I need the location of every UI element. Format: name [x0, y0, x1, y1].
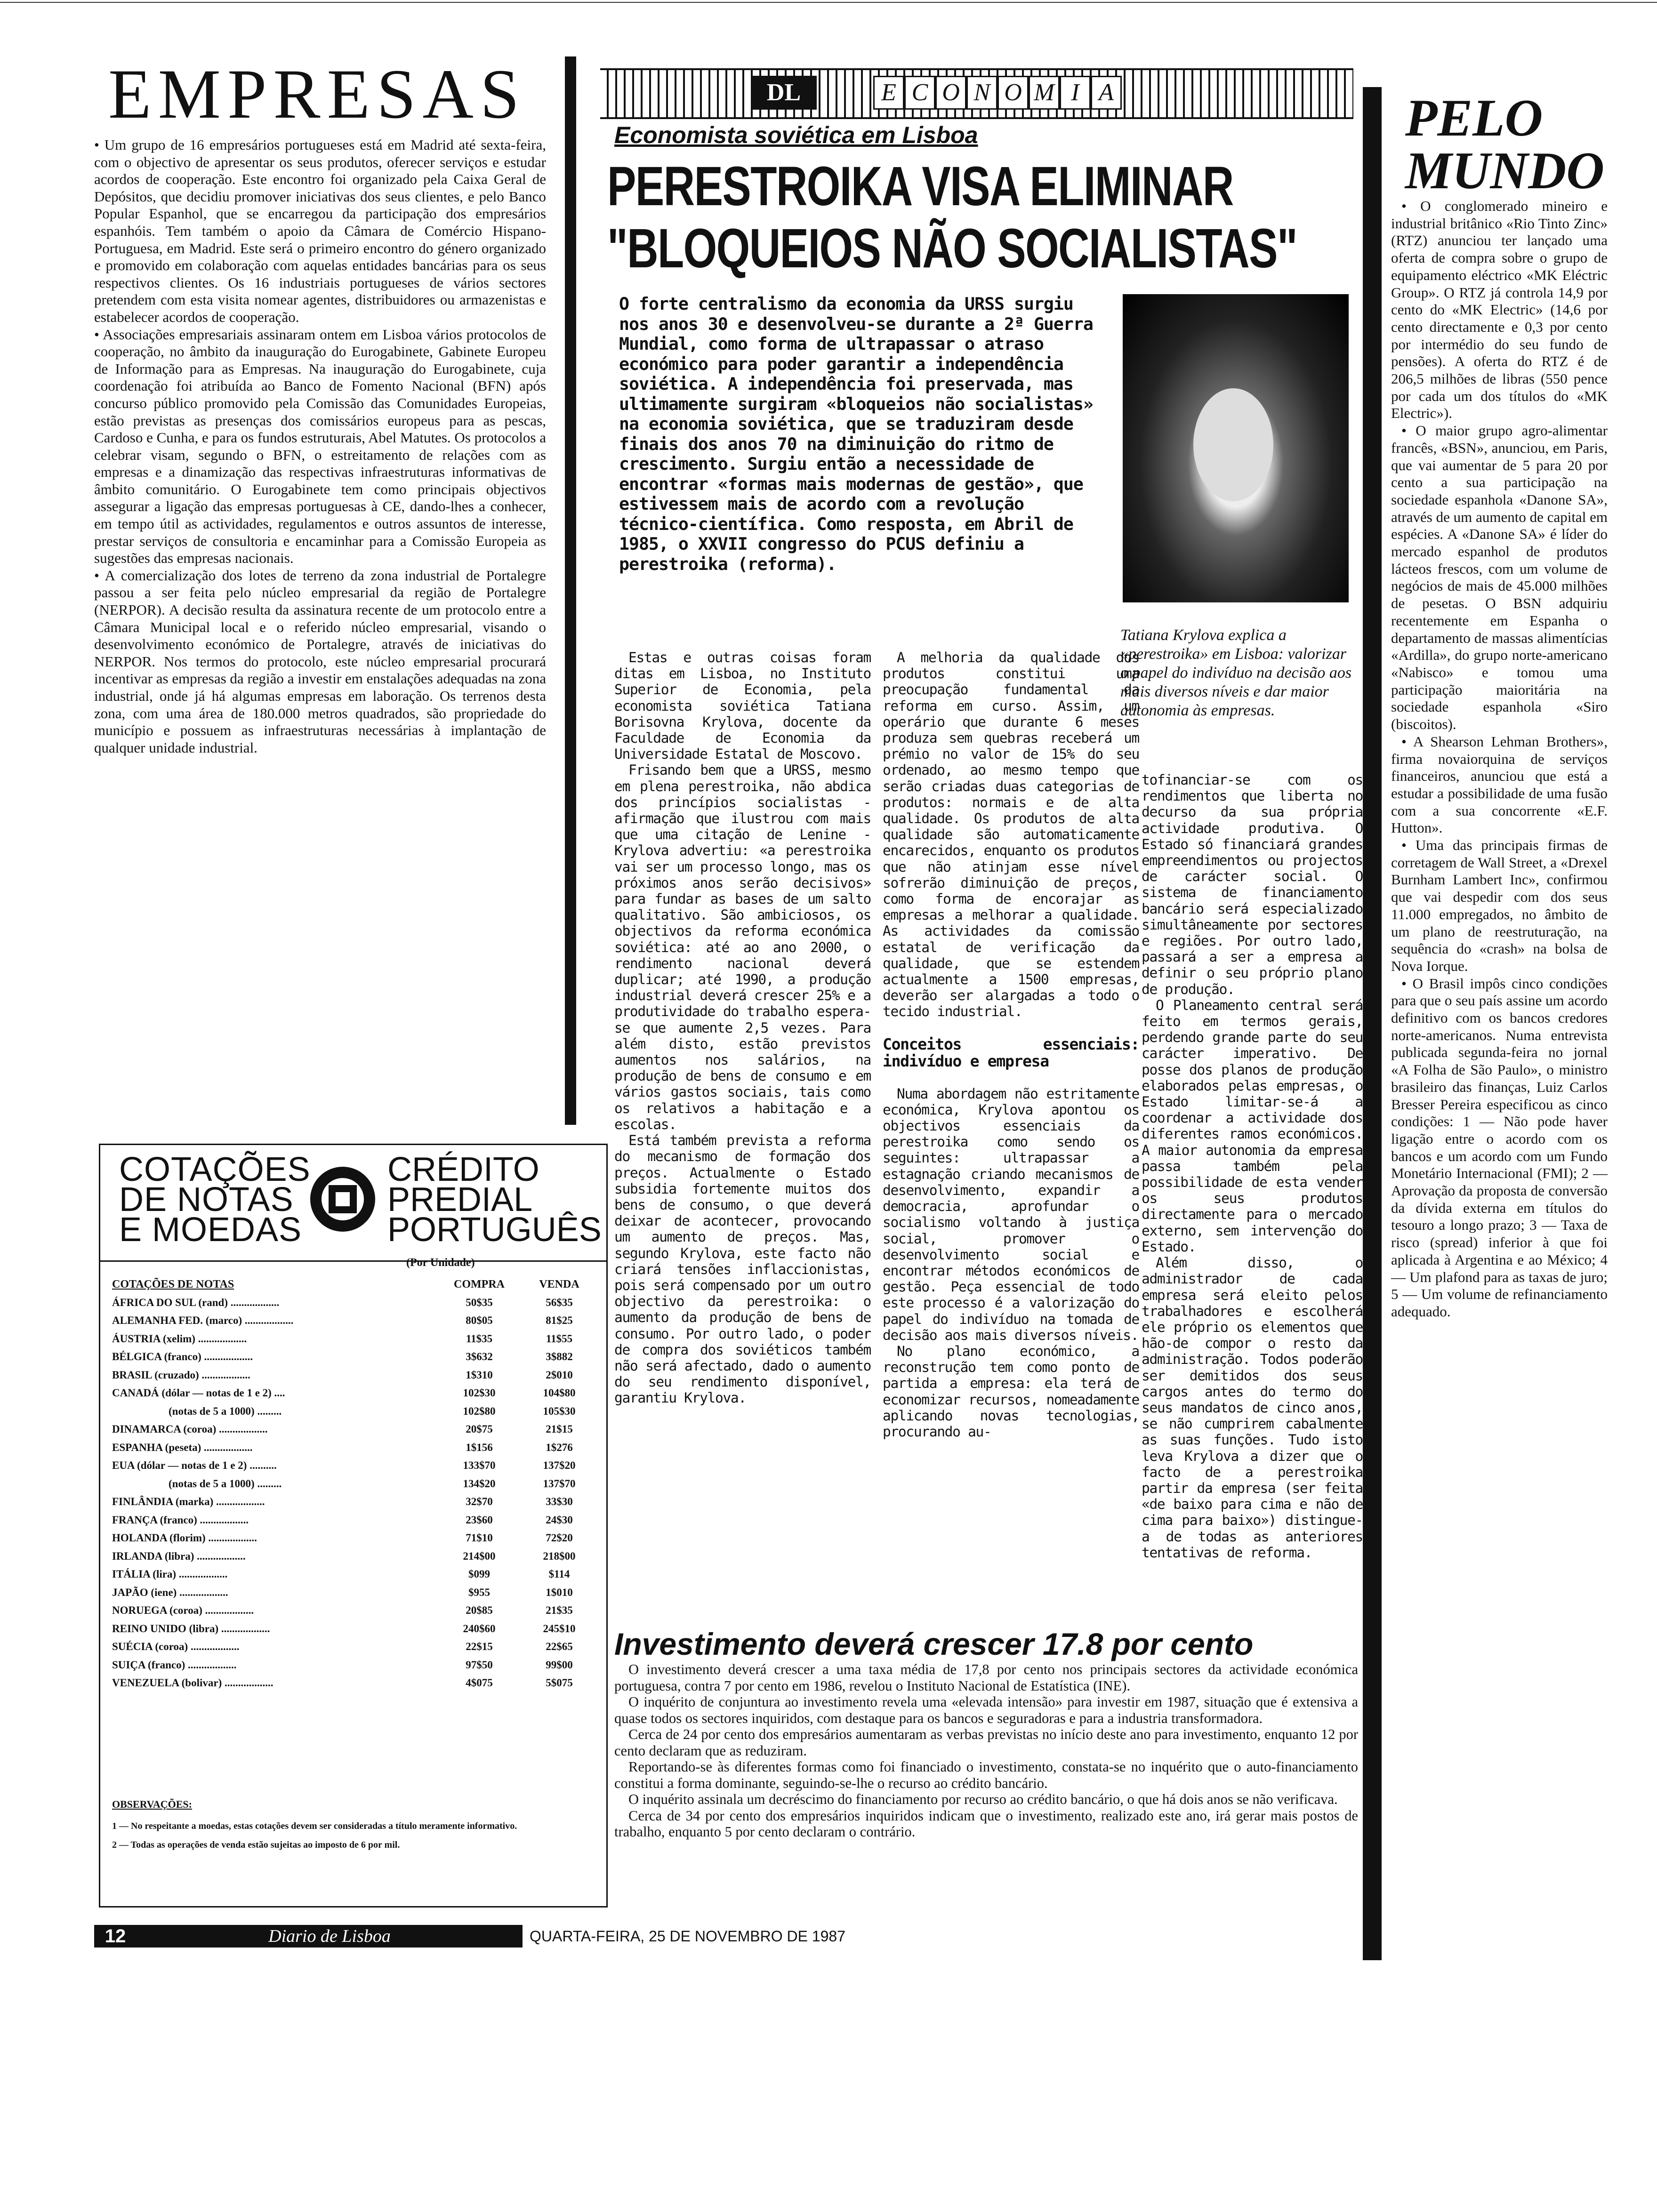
- compra-value: 214$00: [463, 1550, 496, 1562]
- article-kicker: Economista soviética em Lisboa: [614, 122, 978, 148]
- pelo-mundo-item: • O maior grupo agro-alimentar francês, «BSN», anunciou, em Paris, que vai aumentar de 5 para 20 por cento a sua participação na sociedade espanhola «Danone SA», através de um aumento de capital em espécies. A «Danone SA» é líder do mercado espanhol de produtos lácteos frescos, com um volume de negócios de mais de 45.000 milhões de pesetas. O BSN adquiriu recentemente em Espanha o departamento de massas alimentícias «Ardilla», do grupo norte-americano «Nabisco» e tomou uma participação maioritária na sociedade espanhola «Siro (biscoitos).: [1391, 422, 1608, 733]
- table-row: [112, 1493, 592, 1511]
- table-row: [112, 1330, 592, 1348]
- table-row: [112, 1439, 592, 1457]
- header-notas: COTAÇÕES DE NOTAS: [112, 1278, 234, 1290]
- observacoes: [112, 1798, 583, 1851]
- investimento-paragraph: O investimento deverá crescer a uma taxa média de 17,8 por cento nos principais sectores da actividade económica portuguesa, contra 7 por cento em 1986, revelou o Instituto Nacional de Estatística (INE).: [614, 1661, 1358, 1694]
- table-row: [112, 1602, 592, 1620]
- headline-line: "BLOQUEIOS NÃO SOCIALISTAS": [607, 217, 1297, 280]
- table-row: [112, 1457, 592, 1475]
- currency-name: BRASIL (cruzado) ..................: [112, 1369, 250, 1381]
- article-column-2: [883, 649, 1139, 1440]
- article-paragraph: Estas e outras coisas foram ditas em Lisboa, no Instituto Superior de Economia, pela economista soviética Tatiana Borisovna Krylova, docente da Faculdade de Economia da Universidade Estatal de Moscovo.: [614, 649, 871, 762]
- empresas-body: [94, 136, 546, 756]
- table-row: [112, 1384, 592, 1403]
- bank-name-line: CRÉDITO: [387, 1151, 539, 1188]
- currency-name: CANADÁ (dólar — notas de 1 e 2) ....: [112, 1387, 285, 1399]
- table-row: [112, 1584, 592, 1602]
- compra-value: 97$50: [466, 1659, 493, 1671]
- newspaper-masthead: Diario de Lisboa: [137, 1925, 523, 1948]
- venda-value: 56$35: [546, 1296, 573, 1308]
- currency-name: HOLANDA (florim) ..................: [112, 1532, 257, 1544]
- article-paragraph: Está também prevista a reforma do mecanismo de formação dos preços. Actualmente o Estado subsidia fortemente muitos dos bens de consumo, o que deverá deixar de acontecer, provocando um aumento de preços. Mas, segundo Krylova, este facto não criará tensões inflaccionistas, pois será compensado por um outro objectivo da perestroika: o aumento da produção de bens de consumo. Por outro lado, o poder de compra dos soviéticos também não será afectado, dado o aumento do seu rendimento disponível, garantiu Krylova.: [614, 1132, 871, 1406]
- cotacoes-title: [119, 1151, 311, 1249]
- venda-value: 137$70: [543, 1477, 576, 1490]
- compra-value: 102$80: [463, 1405, 496, 1417]
- venda-value: 21$15: [546, 1423, 573, 1435]
- venda-value: 33$30: [546, 1496, 573, 1508]
- table-row: [112, 1638, 592, 1656]
- venda-value: 22$65: [546, 1641, 573, 1653]
- investimento-paragraph: Cerca de 34 por cento dos empresários inquiridos indicam que o investimento, realizado este ano, irá gerar mais postos de trabalho, enquanto 5 por cento declaram o contrário.: [614, 1807, 1358, 1840]
- pelo-mundo-body: [1391, 198, 1608, 1321]
- article-paragraph: Numa abordagem não estritamente económica, Krylova apontou os objectivos essenciais da perestroika como sendo os seguintes: ultrapassar a estagnação criando mecanismos de desenvolvimento, expandir a democracia, aprofundar o socialismo voltando à justiça social, promover o desenvolvimento social e encontrar métodos económicos de gestão. Peça essencial de todo este processo é a valorização do papel do indivíduo na tomada de decisão aos mais diversos níveis.: [883, 1085, 1139, 1343]
- pelo-mundo-title-line: MUNDO: [1405, 142, 1605, 200]
- pelo-mundo-title-line: PELO: [1405, 89, 1543, 147]
- banner-letter: E: [873, 76, 904, 110]
- cotacoes-title-line: COTAÇÕES: [119, 1151, 311, 1188]
- portrait-face: [1193, 388, 1273, 501]
- table-row: [112, 1366, 592, 1385]
- table-row: [112, 1348, 592, 1366]
- cotacoes-rows: [112, 1294, 592, 1692]
- header-compra: COMPRA: [454, 1278, 505, 1290]
- table-row: [112, 1547, 592, 1566]
- currency-name: EUA (dólar — notas de 1 e 2) ..........: [112, 1459, 277, 1472]
- compra-value: 240$60: [463, 1622, 496, 1635]
- article-paragraph: No plano económico, a reconstrução tem como ponto de partida a empresa: ela terá de economizar recursos, nomeadamente aplicando novas tecnologias, procurando au-: [883, 1343, 1139, 1440]
- table-row: [112, 1420, 592, 1439]
- article-lead: O forte centralismo da economia da URSS surgiu nos anos 30 e desenvolveu-se durante a 2ª Guerra Mundial, como forma de ultrapassar o atraso económico para poder garantir a independência soviética. A independência foi preservada, mas ultimamente surgiram «bloqueios não socialistas» na economia soviética, que se traduziram desde finais dos anos 70 na diminuição do ritmo de crescimento. Surgiu então a necessidade de encontrar «formas mais modernas de gestão», que estivessem mais de acordo com a revolução técnico-científica. Como resposta, em Abril de 1985, o XXVII congresso do PCUS definiu a perestroika (reforma).: [619, 294, 1093, 574]
- venda-value: 1$276: [546, 1441, 573, 1453]
- table-row: [112, 1312, 592, 1330]
- compra-value: 1$310: [466, 1369, 493, 1381]
- column-rule-right: [1363, 87, 1382, 1960]
- empresas-title: EMPRESAS: [108, 55, 526, 133]
- table-row: [112, 1294, 592, 1312]
- observacoes-title: OBSERVAÇÕES:: [112, 1798, 192, 1810]
- banner-letter: N: [966, 76, 997, 110]
- investimento-paragraph: Reportando-se às diferentes formas como foi financiado o investimento, constata-se no inquérito que o auto-financiamento constitui a forma dominante, seguindo-se-lhe o recurso ao crédito bancário.: [614, 1759, 1358, 1791]
- compra-value: 3$632: [466, 1351, 493, 1363]
- venda-value: 24$30: [546, 1514, 573, 1526]
- table-row: [112, 1565, 592, 1584]
- currency-name: JAPÃO (iene) ..................: [112, 1586, 228, 1598]
- banner-letter: M: [1029, 76, 1060, 110]
- compra-value: 20$85: [466, 1604, 493, 1617]
- article-headline: [607, 155, 1488, 280]
- article-paragraph: Frisando bem que a URSS, mesmo em plena perestroika, não abdica dos princípios socialistas - afirmação que ilustrou com mais que uma citação de Lenine - Krylova advertiu: «a perestroika vai ser um processo longo, mas os próximos anos serão decisivos» para fundar as bases de um salto qualitativo. São ambiciosos, os objectivos da reforma económica soviética: até ao ano 2000, o rendimento nacional deverá duplicar; até 1990, a produção industrial deverá crescer 25% e a produtividade do trabalho espera-se que aumente 2,5 vezes. Para além disto, estão previstos aumentos nos salários, na produção de bens de consumo e em vários gastos sociais, tais como os relativos a habitação e a escolas.: [614, 762, 871, 1132]
- compra-value: 1$156: [466, 1441, 493, 1453]
- compra-value: 133$70: [463, 1459, 496, 1472]
- photo-caption: Tatiana Krylova explica a «perestroika» em Lisboa: valorizar o papel do indivíduo na decisão aos mais diversos níveis e dar maior autonomia às empresas.: [1120, 626, 1352, 719]
- table-row: [112, 1511, 592, 1530]
- venda-value: 3$882: [546, 1351, 573, 1363]
- currency-name: VENEZUELA (bolivar) ..................: [112, 1677, 273, 1689]
- economia-section-name: [873, 76, 1122, 109]
- compra-value: $099: [468, 1568, 490, 1580]
- venda-value: 1$010: [546, 1586, 573, 1598]
- article-paragraph: A melhoria da qualidade dos produtos constitui uma preocupação fundamental da reforma em curso. Assim, um operário que durante 6 meses produza sem quebras receberá um prémio no valor de 15% do seu ordenado, ao mesmo tempo que serão criadas duas categorias de produtos: normais e de alta qualidade. Os produtos de alta qualidade são automaticamente encarecidos, enquanto os produtos que não atinjam esse nível sofrerão diminuição de preços, como forma de encorajar as empresas a melhorar a qualidade. As actividades da comissão estatal de verificação da qualidade, que se estendem actualmente a 1500 empresas, deverão ser alargadas a todo o tecido industrial.: [883, 649, 1139, 1020]
- compra-value: 71$10: [466, 1532, 493, 1544]
- krylova-photo: [1123, 294, 1349, 602]
- currency-name: REINO UNIDO (libra) ..................: [112, 1622, 270, 1635]
- compra-value: 22$15: [466, 1641, 493, 1653]
- compra-value: 20$75: [466, 1423, 493, 1435]
- header-venda: VENDA: [539, 1278, 579, 1290]
- venda-value: 2$010: [546, 1369, 573, 1381]
- banner-letter: A: [1091, 76, 1122, 110]
- page-footer: [94, 1925, 894, 1948]
- table-row: [112, 1656, 592, 1675]
- currency-name: SUÉCIA (coroa) ..................: [112, 1641, 240, 1653]
- compra-value: 134$20: [463, 1477, 496, 1490]
- investimento-body: [614, 1661, 1358, 1840]
- pelo-mundo-item: • O conglomerado mineiro e industrial britânico «Rio Tinto Zinc» (RTZ) anunciou ter lançado uma oferta de compra sobre o grupo de equipamento eléctrico «MK Eléctric Group». O RTZ já controla 14,9 por cento do «MK Electric» (14,6 por cento directamente e 0,3 por cento por intermédio do seu fundo de pensões). A oferta do RTZ é de 206,5 milhões de libras (550 pence por cada um dos títulos do «MK Electric»).: [1391, 198, 1608, 422]
- currency-name: DINAMARCA (coroa) ..................: [112, 1423, 268, 1435]
- venda-value: 105$30: [543, 1405, 576, 1417]
- venda-value: 81$25: [546, 1314, 573, 1327]
- table-row: [112, 1620, 592, 1638]
- venda-value: 137$20: [543, 1459, 576, 1472]
- currency-name: (notas de 5 a 1000) .........: [169, 1477, 282, 1490]
- empresas-paragraph: • A comercialização dos lotes de terreno da zona industrial de Portalegre passou a ser feita pelo núcleo empresarial da região de Portalegre (NERPOR). A decisão resulta da assinatura recente de um protocolo entre a Câmara Municipal local e o referido núcleo empresarial, visando o desenvolvimento económico de Portalegre, através de iniciativas do NERPOR. Nos termos do protocolo, este núcleo empresarial procurará incentivar as empresas da região a investir em enstalações adequadas na zona industrial, onde já há algumas empresas em laboração. Os terrenos desta zona, com uma área de 180.000 metros quadrados, são propriedade do município e possuem as infraestruturas necessárias à implantação de qualquer unidade industrial.: [94, 567, 546, 756]
- compra-value: 11$35: [466, 1332, 493, 1345]
- pelo-mundo-title: [1405, 89, 1605, 200]
- table-row: [112, 1674, 592, 1692]
- currency-name: ITÁLIA (lira) ..................: [112, 1568, 228, 1580]
- compra-value: $955: [468, 1586, 490, 1598]
- currency-name: ÁFRICA DO SUL (rand) ..................: [112, 1296, 280, 1308]
- issue-date: QUARTA-FEIRA, 25 DE NOVEMBRO DE 1987: [530, 1928, 845, 1945]
- compra-value: 32$70: [466, 1496, 493, 1508]
- economia-banner: [600, 68, 1353, 119]
- credito-predial-logo-icon: [307, 1164, 378, 1234]
- column-rule-left: [565, 56, 576, 1125]
- table-row: [112, 1475, 592, 1493]
- venda-value: 218$00: [543, 1550, 576, 1562]
- cotacoes-table: [112, 1261, 592, 1692]
- table-row: [112, 1403, 592, 1421]
- venda-value: 5$075: [546, 1677, 573, 1689]
- compra-value: 80$05: [466, 1314, 493, 1327]
- currency-name: ALEMANHA FED. (marco) ..................: [112, 1314, 294, 1327]
- page-number: 12: [94, 1925, 137, 1948]
- article-paragraph: Além disso, o administrador de cada empresa será eleito pelos trabalhadores e escolherá ele próprio os elementos que hão-de compor o resto da administração. Todos poderão ser demitidos dos seus cargos antes do termo do seus mandatos de cinco anos, se não cumprirem cabalmente as suas funções. Tudo isto leva Krylova a dizer que o facto de a perestroika partir da empresa (ser feita «de baixo para cima e não de cima para baixo») distingue-a de todas as anteriores tentativas de reforma.: [1142, 1255, 1363, 1561]
- currency-name: (notas de 5 a 1000) .........: [169, 1405, 282, 1417]
- observacao-item: 2 — Todas as operações de venda estão sujeitas ao imposto de 6 por mil.: [112, 1840, 400, 1850]
- venda-value: 104$80: [543, 1387, 576, 1399]
- investimento-paragraph: O inquérito assinala um decréscimo do financiamento por recurso ao crédito bancário, o que há dois anos se não verificava.: [628, 1791, 1338, 1807]
- currency-name: NORUEGA (coroa) ..................: [112, 1604, 254, 1617]
- compra-value: 102$30: [463, 1387, 496, 1399]
- banner-letter: O: [997, 76, 1029, 110]
- banner-letter: C: [904, 76, 935, 110]
- article-subhead: Conceitos essenciais: indivíduo e empresa: [883, 1034, 1139, 1070]
- cotacoes-table-box: [99, 1257, 608, 1907]
- page-top-rule: [0, 0, 1657, 5]
- dl-logo: DL: [751, 76, 817, 110]
- bank-name-line: PREDIAL: [387, 1181, 533, 1218]
- currency-name: SUIÇA (franco) ..................: [112, 1659, 237, 1671]
- currency-name: FINLÂNDIA (marka) ..................: [112, 1496, 265, 1508]
- observacao-item: 1 — No respeitante a moedas, estas cotações devem ser consideradas a título meramente informativo.: [112, 1821, 517, 1831]
- article-column-3: [1142, 772, 1363, 1561]
- empresas-paragraph: • Um grupo de 16 empresários portugueses está em Madrid até sexta-feira, com o objectivo de apresentar os seus produtos, oferecer serviços e estudar acordos de cooperação. Este encontro foi organizado pela Caixa Geral de Depósitos, que decidiu promover iniciativas dos seus clientes, e pelo Banco Popular Espanhol, que se encarregou da participação dos empresários espanhóis. Tem também o apoio da Câmara de Comércio Hispano-Portuguesa, em Madrid. Este será o primeiro encontro do género organizado e promovido em colaboração com aquelas entidades bancárias para os seus respectivos clientes. Os 16 industriais portugueses de vários sectores pretendem com esta visita nomear agentes, distribuidores ou armazenistas e estabelecer acordos de cooperação.: [94, 136, 546, 325]
- article-column-1: [614, 649, 871, 1406]
- pelo-mundo-item: • Uma das principais firmas de corretagem de Wall Street, a «Drexel Burnham Lambert Inc», confirmou que vai despedir com dos seus 11.000 empregados, no âmbito de um plano de reestruturação, na sequência do «crash» na bolsa de Nova Iorque.: [1391, 837, 1608, 974]
- venda-value: 245$10: [543, 1622, 576, 1635]
- cotacoes-header-box: [99, 1144, 608, 1262]
- venda-value: 99$00: [546, 1659, 573, 1671]
- investimento-paragraph: O inquérito de conjuntura ao investimento revela uma «elevada intensão» para investir em 1987, situação que é extensiva a quase todos os sectores inquiridos, com destaque para os bancos e seguradoras e para a industria transformadora.: [614, 1694, 1358, 1726]
- venda-value: 11$55: [546, 1332, 573, 1345]
- article-paragraph: tofinanciar-se com os rendimentos que liberta no decurso da sua própria actividade produtiva. O Estado só financiará grandes empreendimentos ou projectos de carácter social. O sistema de financiamento bancário será especializado simultâneamente por sectores e regiões. Por outro lado, passará a ser a empresa a definir o seu próprio plano de produção.: [1142, 772, 1363, 997]
- cotacoes-title-line: DE NOTAS: [119, 1181, 294, 1218]
- cotacoes-title-line: E MOEDAS: [119, 1211, 302, 1249]
- pelo-mundo-item: • O Brasil impôs cinco condições para que o seu país assine um acordo definitivo com os bancos credores norte-americanos. Numa entrevista publicada segunda-feira no jornal «A Folha de São Paulo», o ministro brasileiro das finanças, Luiz Carlos Bresser Pereira especificou as cinco condições: 1 — Não pode haver ligação entre o acordo com os bancos e um acordo com um Fundo Monetário Internacional (FMI); 2 — Aprovação da proposta de conversão da dívida externa em títulos do tesouro a longo prazo; 3 — Taxa de risco (spread) inferior à que foi aplicada à Argentina e ao México; 4 — Um plafond para as taxas de juro; 5 — Um volume de refinanciamento adequado.: [1391, 975, 1608, 1320]
- currency-name: FRANÇA (franco) ..................: [112, 1514, 249, 1526]
- currency-name: BÉLGICA (franco) ..................: [112, 1351, 253, 1363]
- table-row: [112, 1529, 592, 1547]
- venda-value: $114: [548, 1568, 570, 1580]
- empresas-paragraph: • Associações empresariais assinaram ontem em Lisboa vários protocolos de cooperação, no âmbito da inauguração do Eurogabinete, Gabinete Europeu de Informação para as Empresas. Na inauguração do Eurogabinete, cuja coordenação foi atribuída ao Banco de Fomento Nacional (BFN) após concurso público promovido pela Comissão das Comunidades Europeias, estão previstas as presenças dos comissários europeus para as pescas, Cardoso e Cunha, e para os fundos estruturais, Abel Matutes. Os protocolos a celebrar visam, segundo o BFN, o estreitamento de relações com as empresas e a dinamização das respectivas infraestruturas informativas de âmbito comunitário. O Eurogabinete tem como principais objectivos assegurar a ligação das empresas portuguesas à CE, dando-lhes a conhecer, em tempo útil as actividades, regulamentos e outros assuntos de interesse, prestar serviços de consultoria e encaminhar para a Comissão Europeia as sugestões das empresas nacionais.: [94, 326, 546, 567]
- banner-letter: O: [935, 76, 966, 110]
- currency-name: IRLANDA (libra) ..................: [112, 1550, 246, 1562]
- compra-value: 23$60: [466, 1514, 493, 1526]
- pelo-mundo-item: • A Shearson Lehman Brothers», firma novaiorquina de serviços financeiros, anunciou que está a estudar a possibilidade de uma fusão com a sua concorrente «E.F. Hutton».: [1391, 733, 1608, 836]
- article-paragraph: O Planeamento central será feito em termos gerais, perdendo grande parte do seu carácter imperativo. De posse dos planos de produção elaborados pelas empresas, o Estado limitar-se-á a coordenar a actividade dos diferentes ramos económicos. A maior autonomia da empresa passa também pela possibilidade de esta vender os seus produtos directamente para o mercado externo, sem intervenção do Estado.: [1142, 997, 1363, 1255]
- credito-predial-name: [387, 1151, 602, 1249]
- investimento-paragraph: Cerca de 24 por cento dos empresários aumentaram as verbas previstas no início deste ano para investimento, enquanto 12 por cento declaram que as reduziram.: [614, 1726, 1358, 1759]
- venda-value: 21$35: [546, 1604, 573, 1617]
- venda-value: 72$20: [546, 1532, 573, 1544]
- currency-name: ÁUSTRIA (xelim) ..................: [112, 1332, 247, 1345]
- investimento-headline: Investimento deverá crescer 17.8 por cento: [614, 1627, 1254, 1661]
- compra-value: 4$075: [466, 1677, 493, 1689]
- headline-line: PERESTROIKA VISA ELIMINAR: [607, 155, 1233, 217]
- currency-name: ESPANHA (peseta) ..................: [112, 1441, 253, 1453]
- table-header-row: [112, 1261, 592, 1294]
- banner-letter: I: [1060, 76, 1091, 110]
- bank-name-line: PORTUGUÊS: [387, 1211, 602, 1249]
- cotacoes-unit: (Por Unidade): [406, 1257, 475, 1269]
- compra-value: 50$35: [466, 1296, 493, 1308]
